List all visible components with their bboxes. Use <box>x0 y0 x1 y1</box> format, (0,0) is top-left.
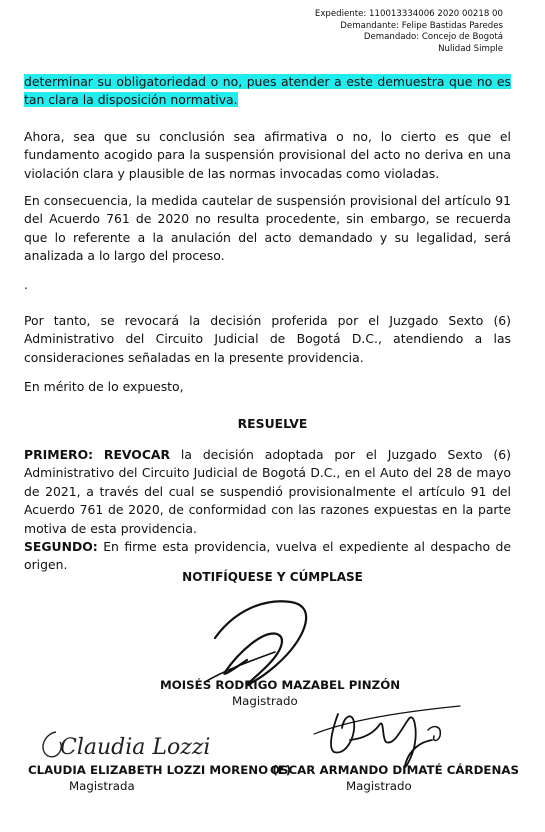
signer-3-role: Magistrado <box>346 779 412 793</box>
resolution-first <box>24 446 511 538</box>
case-type: Nulidad Simple <box>438 43 503 54</box>
defendant: Demandado: Concejo de Bogotá <box>363 32 503 42</box>
first-text: la decisión adoptada por el Juzgado Sexto (6) Administrativo del Circuito Judicial de Bogotá D.C., en el Auto del 28 de mayo de 2021, a través del cual se suspendió provisionalmente el artículo 91 del Acuerdo 761 de 2020, de conformidad con las razones expuestas en la parte motiva de esta providencia. <box>24 447 511 536</box>
paragraph-revocation: Por tanto, se revocará la decisión proferida por el Juzgado Sexto (6) Administrativo del Circuito Judicial de Bogotá D.C., atendiendo a las consideraciones señaladas en la presente providencia. <box>24 313 511 365</box>
first-label: PRIMERO: <box>24 447 94 462</box>
signer-3-name: OSCAR ARMANDO DIMATÉ CÁRDENAS <box>270 763 519 777</box>
notify-heading: NOTIFÍQUESE Y CÚMPLASE <box>182 570 363 584</box>
stray-dot: . <box>24 277 28 292</box>
paragraph-conclusion: Ahora, sea que su conclusión sea afirmativa o no, lo cierto es que el fundamento acogido para la suspensión provisional del acto no deriva en una violación clara y plausible de las normas invocadas como violadas. <box>24 129 511 181</box>
highlighted-paragraph <box>24 73 511 110</box>
first-verb: REVOCAR <box>103 447 171 462</box>
signer-1-name: MOISÉS RODRIGO MAZABEL PINZÓN <box>160 678 401 692</box>
highlighted-text: determinar su obligatoriedad o no, pues atender a este demuestra que no es tan clara la disposición normativa. <box>24 74 511 108</box>
resolve-heading: RESUELVE <box>237 416 308 431</box>
signature-2-script: Claudia Lozzi <box>60 735 211 760</box>
case-number: Expediente: 110013334006 2020 00218 00 <box>314 9 503 19</box>
paragraph-merit: En mérito de lo expuesto, <box>24 379 184 394</box>
signer-1-role: Magistrado <box>232 694 298 708</box>
second-label: SEGUNDO: <box>24 539 98 554</box>
second-text: En firme esta providencia, vuelva el expediente al despacho de origen. <box>24 539 511 573</box>
signer-2-role: Magistrada <box>69 779 135 793</box>
case-header <box>263 9 503 55</box>
paragraph-consequence: En consecuencia, la medida cautelar de suspensión provisional del artículo 91 del Acuerdo 761 de 2020 no resulta procedente, sin embargo, se recuerda que lo referente a la anulación del acto demandado y su legalidad, será analizada a lo largo del proceso. <box>24 193 511 264</box>
signer-2-name: CLAUDIA ELIZABETH LOZZI MORENO (E) <box>28 763 292 777</box>
plaintiff: Demandante: Felipe Bastidas Paredes <box>340 20 503 31</box>
